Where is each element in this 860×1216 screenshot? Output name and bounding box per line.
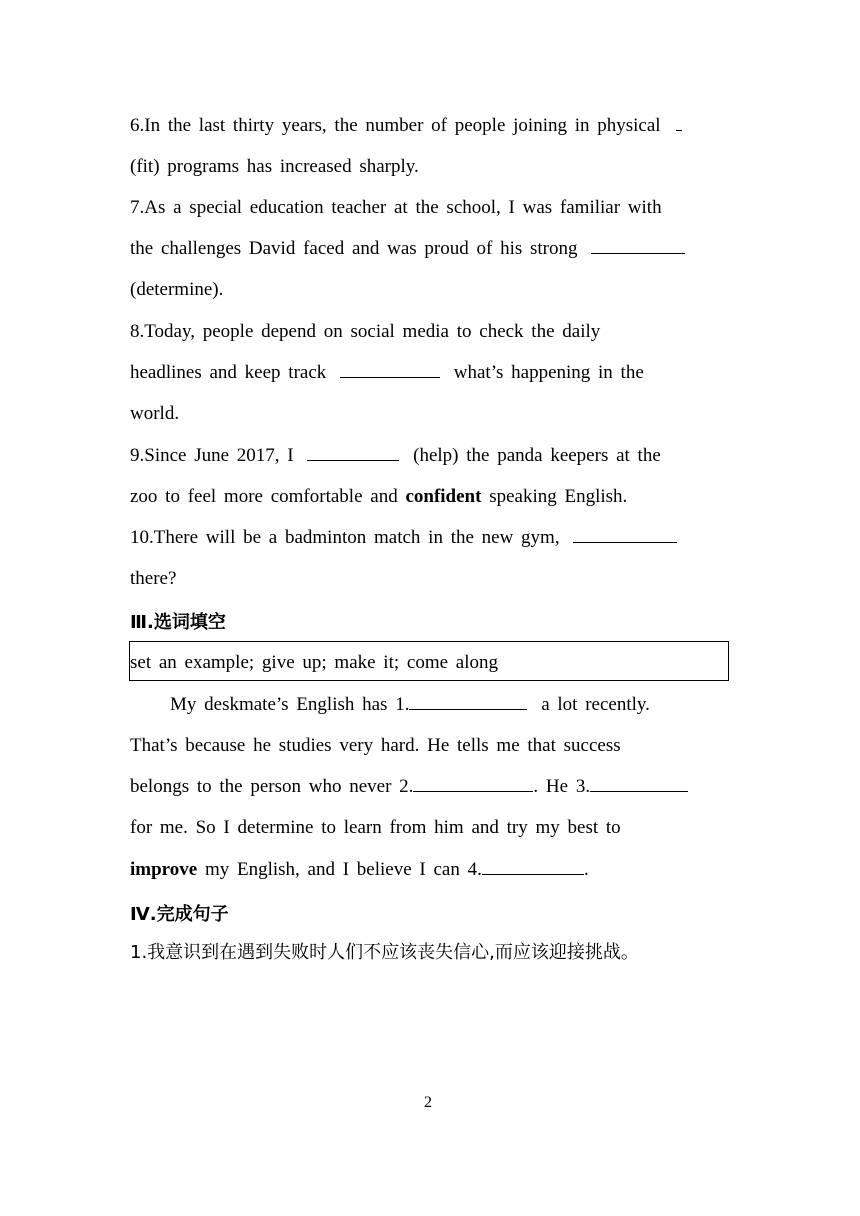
passage-text-1a: My deskmate’s English has 1. <box>170 694 410 715</box>
passage-bold-word: improve <box>130 859 198 880</box>
q9-text-1a: 9.Since June 2017, I <box>130 445 294 466</box>
passage-blank-4[interactable] <box>482 858 584 875</box>
q7-text-3: (determine). <box>130 279 224 300</box>
q10-blank[interactable] <box>573 526 677 543</box>
section-4-question-1: 1.我意识到在遇到失败时人们不应该丧失信心,而应该迎接挑战。 <box>130 942 639 963</box>
q6-line-1 <box>130 114 682 138</box>
section-3-heading: Ⅲ.选词填空 <box>130 612 226 633</box>
q8-text-2b: what’s happening in the <box>453 362 644 383</box>
q7-text: 7.As a special education teacher at the school, I was familiar with <box>130 197 662 218</box>
passage-line-5 <box>130 858 589 882</box>
q10-line-2 <box>130 567 176 591</box>
passage-blank-3[interactable] <box>590 775 688 792</box>
q10-text: 10.There will be a badminton match in the new gym, <box>130 527 560 548</box>
q6-blank[interactable] <box>676 114 682 131</box>
q8-line-1 <box>130 320 600 344</box>
q6-line-2 <box>130 155 419 179</box>
passage-text-2: That’s because he studies very hard. He tells me that success <box>130 735 621 756</box>
q10-line-1 <box>130 526 677 550</box>
passage-blank-1[interactable] <box>409 693 527 710</box>
q7-text-2: the challenges David faced and was proud of his strong <box>130 238 578 259</box>
section-4-heading: Ⅳ.完成句子 <box>130 904 229 925</box>
passage-line-2 <box>130 734 621 758</box>
passage-text-3b: . He 3. <box>533 776 591 797</box>
q9-blank[interactable] <box>307 444 399 461</box>
q6-text-2: (fit) programs has increased sharply. <box>130 156 419 177</box>
q8-text-2a: headlines and keep track <box>130 362 327 383</box>
page-number: 2 <box>424 1094 432 1111</box>
q9-text-2a: zoo to feel more comfortable and <box>130 486 398 507</box>
q6-text: 6.In the last thirty years, the number of people joining in physical <box>130 115 661 136</box>
q7-line-1 <box>130 196 662 220</box>
passage-blank-2[interactable] <box>413 775 533 792</box>
q7-line-2 <box>130 237 685 261</box>
passage-text-3a: belongs to the person who never 2. <box>130 776 414 797</box>
passage-line-4 <box>130 816 621 840</box>
passage-text-1b: a lot recently. <box>541 694 650 715</box>
q8-line-2 <box>130 361 644 385</box>
q7-blank[interactable] <box>591 237 685 254</box>
passage-text-4: for me. So I determine to learn from him and try my best to <box>130 817 621 838</box>
q8-text-3: world. <box>130 403 180 424</box>
q7-line-3 <box>130 278 223 302</box>
q10-text-2: there? <box>130 568 177 589</box>
passage-text-5b: . <box>583 859 589 880</box>
word-bank-text: set an example; give up; make it; come along <box>130 652 499 673</box>
q9-bold-word: confident <box>405 486 482 507</box>
q8-line-3 <box>130 402 179 426</box>
q9-line-2 <box>130 485 627 509</box>
passage-text-5a: my English, and I believe I can 4. <box>204 859 482 880</box>
passage-line-3 <box>130 775 688 799</box>
q9-text-2b: speaking English. <box>489 486 628 507</box>
word-bank-box <box>129 641 729 681</box>
q9-line-1 <box>130 444 661 468</box>
q8-text: 8.Today, people depend on social media to check the daily <box>130 321 601 342</box>
q8-blank[interactable] <box>340 361 440 378</box>
passage-line-1 <box>170 693 650 717</box>
q9-text-1b: (help) the panda keepers at the <box>413 445 661 466</box>
